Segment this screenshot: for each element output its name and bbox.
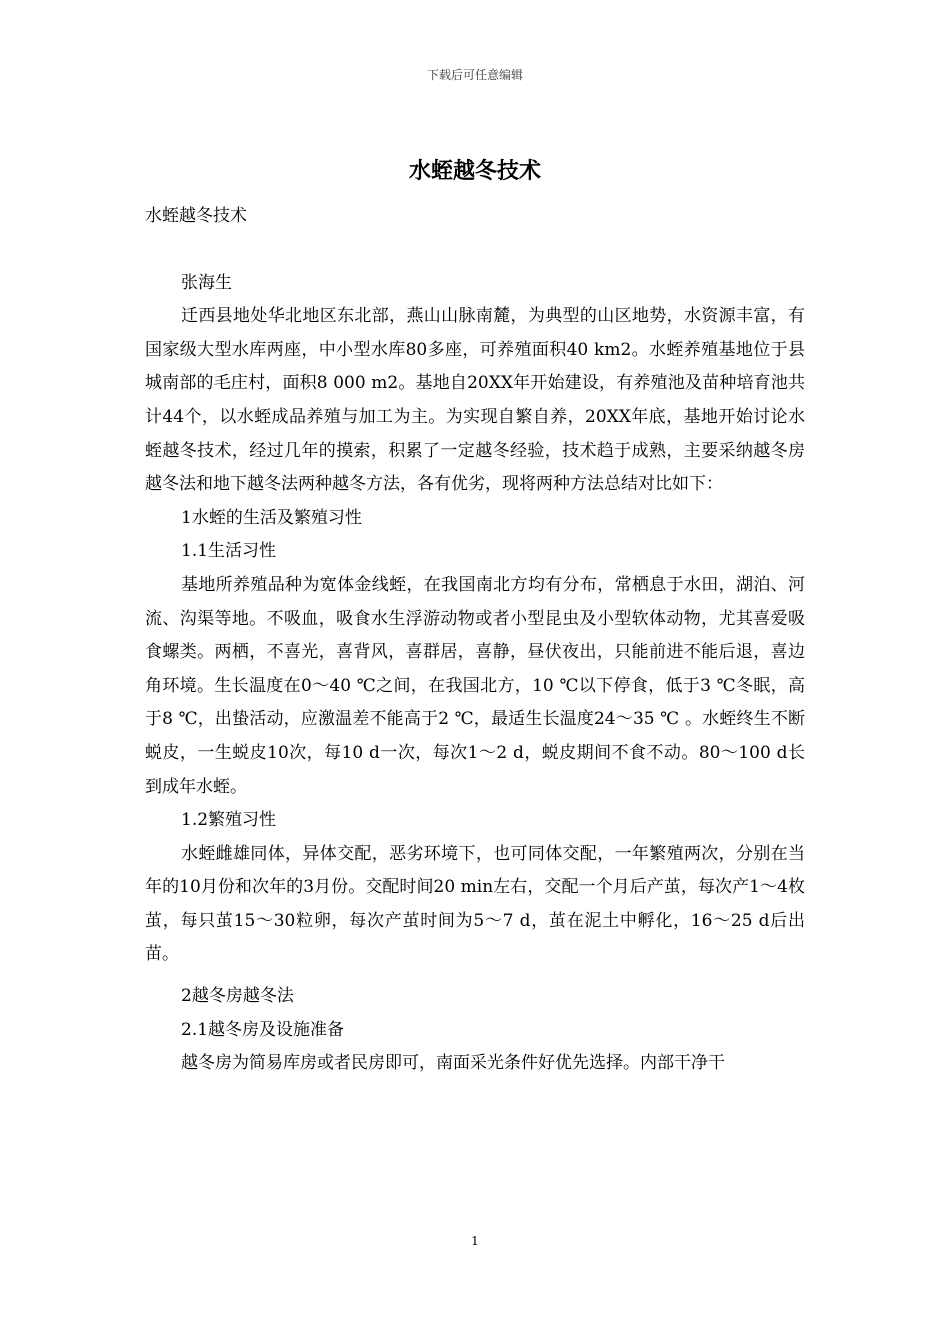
subtitle: 水蛭越冬技术	[145, 206, 247, 226]
section-heading-1: 1水蛭的生活及繁殖习性	[181, 507, 362, 528]
section-heading-1-2: 1.2繁殖习性	[181, 810, 277, 831]
section-heading-2-1: 2.1越冬房及设施准备	[181, 1019, 345, 1040]
document-title: 水蛭越冬技术	[408, 158, 541, 184]
page-header: 下载后可任意编辑	[426, 68, 523, 82]
paragraph-living-habits: 基地所养殖品种为宽体金线蛭，在我国南北方均有分布，常栖息于水田，湖泊、河流、沟渠等地。不吸血，吸食水生浮游动物或者小型昆虫及小型软体动物，尤其喜爱吸食螺类。两栖，不喜光，喜背风，喜群居，喜静，昼伏夜出，只能前进不能后退，喜边角环境。生长温度在0～40 ℃之间，在我国北方，10 ℃以下停食，低于3 ℃冬眠，高于8 ℃，出蛰活动，应激温差不能高于2 ℃，最适生长温度24～35 ℃ 。水蛭终生不断蜕皮，一生蜕皮10次，每10 d一次，每次1～2 d，蜕皮期间不食不动。80～100 d长到成年水蛭。	[145, 574, 805, 797]
author: 张海生	[181, 272, 232, 293]
page-number: 1	[471, 1234, 479, 1248]
paragraph-winter-house: 越冬房为简易库房或者民房即可，南面采光条件好优先选择。内部干净干	[181, 1053, 725, 1074]
paragraph-breeding-habits: 水蛭雌雄同体，异体交配，恶劣环境下，也可同体交配，一年繁殖两次，分别在当年的10月份和次年的3月份。交配时间20 min左右，交配一个月后产茧，每次产1～4枚茧，每只茧15～30粒卵，每次产茧时间为5～7 d，茧在泥土中孵化，16～25 d后出苗。	[145, 843, 805, 965]
section-heading-2: 2越冬房越冬法	[181, 986, 294, 1007]
section-heading-1-1: 1.1生活习性	[181, 541, 277, 562]
paragraph-intro: 迁西县地处华北地区东北部，燕山山脉南麓，为典型的山区地势，水资源丰富，有国家级大型水库两座，中小型水库80多座，可养殖面积40 km2。水蛭养殖基地位于县城南部的毛庄村，面积8 000 m2。基地自20XX年开始建设，有养殖池及苗种培育池共计44个，以水蛭成品养殖与加工为主。为实现自繁自养，20XX年底，基地开始讨论水蛭越冬技术，经过几年的摸索，积累了一定越冬经验，技术趋于成熟，主要采纳越冬房越冬法和地下越冬法两种越冬方法，各有优劣，现将两种方法总结对比如下：	[145, 306, 805, 495]
document-body	[145, 200, 805, 1081]
